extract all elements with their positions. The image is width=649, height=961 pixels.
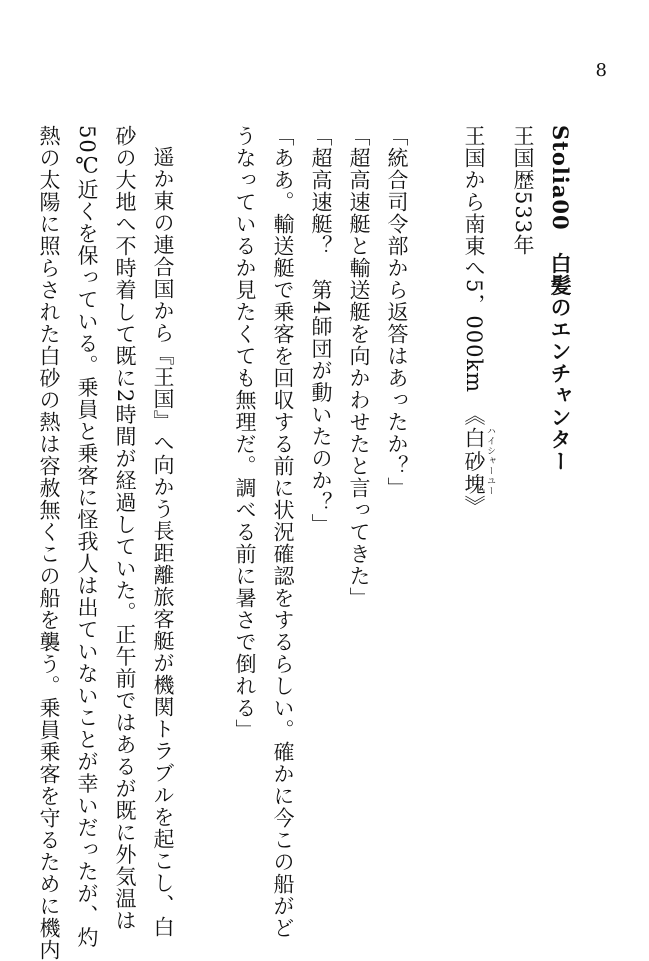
- dialogue-line: 「ああ。輸送艇で乗客を回収する前に状況確認をするらしい。確かに今この船がど: [271, 125, 295, 939]
- place-name-reading: ハイシャーユー: [485, 425, 495, 496]
- place-name-ruby: [462, 425, 495, 496]
- dialogue-line: 「統合司令部から返答はあったか？」: [385, 125, 409, 499]
- location-close: 》: [462, 495, 486, 518]
- location-line: [463, 125, 495, 825]
- dialogue-line: 「超高速艇と輸送艇を向かわせたと言ってきた」: [347, 125, 371, 609]
- chapter-title: Stolia00 白髪のエンチャンター: [548, 125, 573, 473]
- era-line: 王国歴533年: [511, 125, 535, 257]
- page-number: 8: [595, 60, 607, 81]
- place-name: 白砂塊: [462, 425, 486, 496]
- narration-line: 熱の太陽に照らされた白砂の熱は容赦無くこの船を襲う。乗員乗客を守るために機内: [37, 125, 61, 961]
- dialogue-line: 「超高速艇？ 第4師団が動いたのか？」: [309, 125, 333, 536]
- narration-line: 砂の大地へ不時着して既に2時間が経過していた。正午前ではあるが既に外気温は: [113, 125, 137, 932]
- narration-line: 遥か東の連合国から『王国』へ向かう長距離旅客艇が機関トラブルを起こし、白: [151, 146, 175, 938]
- dialogue-line: うなっているか見たくても無理だ。調べる前に暑さで倒れる」: [233, 125, 257, 741]
- location-text: 王国から南東へ5，000km 《: [462, 125, 486, 427]
- narration-line: 50℃近くを保っている。乗員と乗客に怪我人は出ていないことが幸いだったが、灼: [75, 125, 99, 949]
